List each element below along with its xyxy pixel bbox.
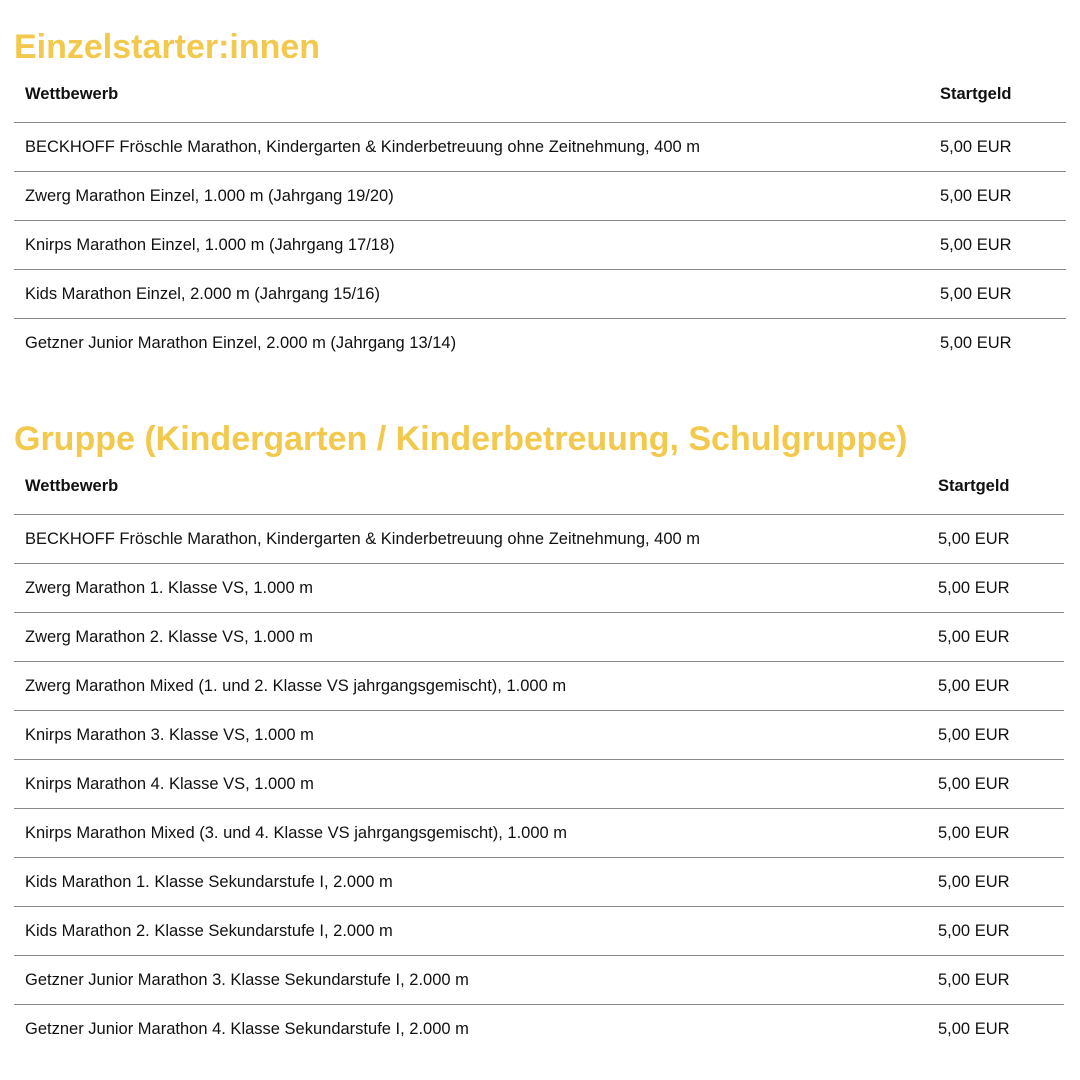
- fee-cell: 5,00 EUR: [927, 907, 1064, 956]
- column-header-fee: Startgeld: [940, 85, 1012, 103]
- table-row: [14, 613, 1064, 662]
- table-row: [14, 809, 1064, 858]
- competition-cell: Kids Marathon 1. Klasse Sekundarstufe I, 2.000 m: [14, 858, 927, 907]
- section-einzelstarter: [14, 27, 1066, 367]
- competition-cell: Kids Marathon Einzel, 2.000 m (Jahrgang 15/16): [14, 270, 929, 319]
- competition-cell: Knirps Marathon Mixed (3. und 4. Klasse VS jahrgangsgemischt), 1.000 m: [14, 809, 927, 858]
- table-row: [14, 270, 1066, 319]
- fee-cell: 5,00 EUR: [927, 760, 1064, 809]
- table-row: [14, 662, 1064, 711]
- fee-cell: 5,00 EUR: [929, 319, 1066, 368]
- competition-cell: BECKHOFF Fröschle Marathon, Kindergarten & Kinderbetreuung ohne Zeitnehmung, 400 m: [14, 515, 927, 564]
- section-title: Einzelstarter:innen: [14, 28, 321, 66]
- fee-cell: 5,00 EUR: [929, 123, 1066, 172]
- table-row: [14, 907, 1064, 956]
- competition-cell: Kids Marathon 2. Klasse Sekundarstufe I, 2.000 m: [14, 907, 927, 956]
- competition-cell: Zwerg Marathon Einzel, 1.000 m (Jahrgang 19/20): [14, 172, 929, 221]
- fee-cell: 5,00 EUR: [927, 613, 1064, 662]
- fee-cell: 5,00 EUR: [927, 711, 1064, 760]
- competition-cell: Zwerg Marathon 1. Klasse VS, 1.000 m: [14, 564, 927, 613]
- fee-cell: 5,00 EUR: [929, 172, 1066, 221]
- fee-cell: 5,00 EUR: [927, 662, 1064, 711]
- table-header-row: [14, 67, 1066, 123]
- competition-cell: Zwerg Marathon 2. Klasse VS, 1.000 m: [14, 613, 927, 662]
- fee-cell: 5,00 EUR: [927, 515, 1064, 564]
- fee-cell: 5,00 EUR: [927, 858, 1064, 907]
- table-header-row: [14, 459, 1064, 515]
- table-row: [14, 515, 1064, 564]
- competition-cell: BECKHOFF Fröschle Marathon, Kindergarten & Kinderbetreuung ohne Zeitnehmung, 400 m: [14, 123, 929, 172]
- section-title: Gruppe (Kindergarten / Kinderbetreuung, Schulgruppe): [14, 420, 908, 458]
- table-row: [14, 956, 1064, 1005]
- table-row: [14, 123, 1066, 172]
- competition-cell: Zwerg Marathon Mixed (1. und 2. Klasse VS jahrgangsgemischt), 1.000 m: [14, 662, 927, 711]
- table-row: [14, 760, 1064, 809]
- fee-cell: 5,00 EUR: [927, 1005, 1064, 1054]
- column-header-fee: Startgeld: [938, 477, 1010, 495]
- fee-cell: 5,00 EUR: [927, 564, 1064, 613]
- column-header-competition: Wettbewerb: [25, 477, 119, 495]
- fee-cell: 5,00 EUR: [929, 221, 1066, 270]
- competition-cell: Getzner Junior Marathon 4. Klasse Sekundarstufe I, 2.000 m: [14, 1005, 927, 1054]
- table-row: [14, 319, 1066, 368]
- competition-cell: Getzner Junior Marathon 3. Klasse Sekundarstufe I, 2.000 m: [14, 956, 927, 1005]
- competition-cell: Knirps Marathon 4. Klasse VS, 1.000 m: [14, 760, 927, 809]
- fee-cell: 5,00 EUR: [927, 956, 1064, 1005]
- competition-cell: Knirps Marathon 3. Klasse VS, 1.000 m: [14, 711, 927, 760]
- column-header-competition: Wettbewerb: [25, 85, 119, 103]
- fee-cell: 5,00 EUR: [927, 809, 1064, 858]
- table-row: [14, 172, 1066, 221]
- fee-table: [14, 459, 1064, 1053]
- fee-table: [14, 67, 1066, 367]
- competition-cell: Knirps Marathon Einzel, 1.000 m (Jahrgang 17/18): [14, 221, 929, 270]
- table-row: [14, 711, 1064, 760]
- section-gruppe: [14, 419, 1064, 1053]
- table-row: [14, 1005, 1064, 1054]
- table-row: [14, 564, 1064, 613]
- fee-cell: 5,00 EUR: [929, 270, 1066, 319]
- competition-cell: Getzner Junior Marathon Einzel, 2.000 m (Jahrgang 13/14): [14, 319, 929, 368]
- table-row: [14, 221, 1066, 270]
- table-row: [14, 858, 1064, 907]
